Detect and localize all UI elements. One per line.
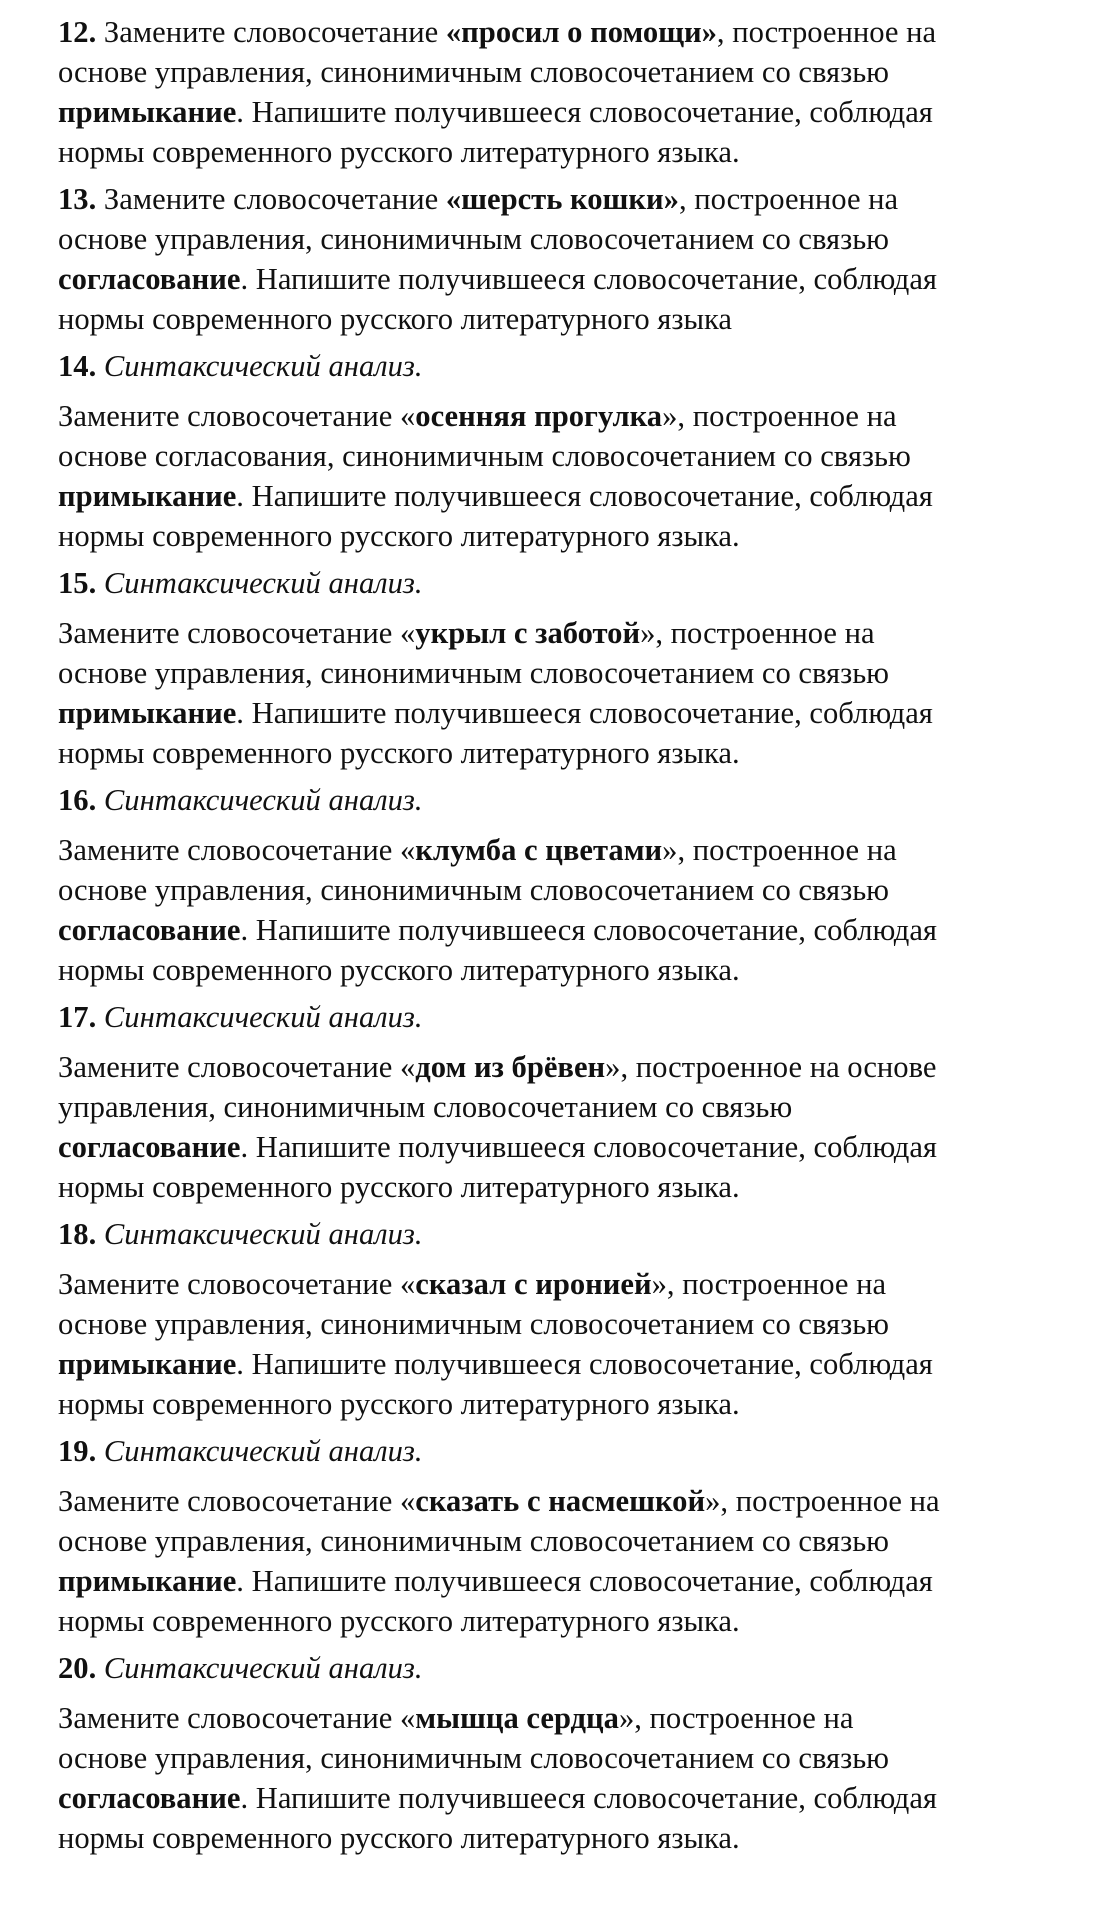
text: основе согласования, синонимичным словосочетанием со связью (58, 439, 911, 473)
text: основе управления, синонимичным словосочетанием со связью (58, 1524, 890, 1558)
text: », построенное на (618, 1701, 854, 1735)
document-page (58, 12, 1078, 1865)
task-16 (58, 780, 1078, 990)
task-text-line (58, 396, 1078, 436)
text: . Напишите получившееся словосочетание, соблюдая (240, 913, 937, 947)
bold-text: примыкание (58, 1347, 237, 1381)
text: . Напишите получившееся словосочетание, соблюдая (236, 95, 933, 129)
text: нормы современного русского литературного языка. (58, 1604, 740, 1638)
task-number: 16. (58, 783, 97, 817)
task-title: Синтаксический анализ. (103, 349, 423, 383)
text: Замените словосочетание « (58, 1701, 416, 1735)
text: », построенное на (705, 1484, 940, 1518)
bold-text: «просил о помощи» (445, 15, 717, 49)
task-text-line (58, 1738, 1078, 1778)
task-text-line (58, 179, 1078, 219)
bold-text: 12. (58, 15, 97, 49)
text: нормы современного русского литературного языка. (58, 736, 740, 770)
bold-text: осенняя прогулка (415, 399, 663, 433)
text: управления, синонимичным словосочетанием со связью (58, 1090, 793, 1124)
task-text-line (58, 476, 1078, 516)
task-number: 18. (58, 1217, 97, 1251)
text: основе управления, синонимичным словосочетанием со связью (58, 873, 890, 907)
task-text-line (58, 132, 1078, 172)
bold-text: примыкание (58, 479, 237, 513)
text: . Напишите получившееся словосочетание, соблюдая (236, 1347, 933, 1381)
text: », построенное на (651, 1267, 887, 1301)
text: основе управления, синонимичным словосочетанием со связью (58, 55, 890, 89)
text: . Напишите получившееся словосочетание, соблюдая (240, 262, 937, 296)
text: », построенное на основе (605, 1050, 937, 1084)
text: Замените словосочетание « (58, 1267, 416, 1301)
task-text-line (58, 613, 1078, 653)
task-list (58, 12, 1078, 1858)
task-text-line (58, 1264, 1078, 1304)
bold-text: примыкание (58, 1564, 237, 1598)
task-text-line (58, 259, 1078, 299)
text: . Напишите получившееся словосочетание, соблюдая (240, 1130, 937, 1164)
task-text-line (58, 516, 1078, 556)
task-text-line (58, 1778, 1078, 1818)
task-text-line (58, 1047, 1078, 1087)
task-text-line (58, 1087, 1078, 1127)
bold-text: примыкание (58, 95, 237, 129)
task-text-line (58, 1521, 1078, 1561)
task-text-line (58, 92, 1078, 132)
text: основе управления, синонимичным словосочетанием со связью (58, 1307, 890, 1341)
task-heading (58, 1648, 1078, 1688)
task-text-line (58, 870, 1078, 910)
task-text-line (58, 1127, 1078, 1167)
text: , построенное на (678, 182, 899, 216)
task-17 (58, 997, 1078, 1207)
text: . Напишите получившееся словосочетание, соблюдая (236, 696, 933, 730)
bold-text: согласование (58, 1130, 241, 1164)
bold-text: согласование (58, 913, 241, 947)
task-title: Синтаксический анализ. (103, 1651, 423, 1685)
bold-text: сказал с иронией (415, 1267, 652, 1301)
text: . Напишите получившееся словосочетание, соблюдая (240, 1781, 937, 1815)
task-12 (58, 12, 1078, 172)
task-text-line (58, 1601, 1078, 1641)
task-text-line (58, 219, 1078, 259)
bold-text: мышца сердца (415, 1701, 619, 1735)
text: Замените словосочетание « (58, 616, 416, 650)
task-19 (58, 1431, 1078, 1641)
task-14 (58, 346, 1078, 556)
task-number: 15. (58, 566, 97, 600)
task-13 (58, 179, 1078, 339)
bold-text: «шерсть кошки» (445, 182, 679, 216)
task-text-line (58, 1818, 1078, 1858)
text: . Напишите получившееся словосочетание, соблюдая (236, 1564, 933, 1598)
task-text-line (58, 830, 1078, 870)
bold-text: дом из брёвен (415, 1050, 606, 1084)
text: нормы современного русского литературного языка. (58, 519, 740, 553)
task-text-line (58, 299, 1078, 339)
text: основе управления, синонимичным словосочетанием со связью (58, 222, 890, 256)
text: Замените словосочетание « (58, 1484, 416, 1518)
text: », построенное на (662, 399, 897, 433)
task-text-line (58, 1167, 1078, 1207)
text: », построенное на (662, 833, 897, 867)
task-text-line (58, 733, 1078, 773)
text: нормы современного русского литературного языка (58, 302, 732, 336)
text: нормы современного русского литературного языка. (58, 135, 740, 169)
task-number: 19. (58, 1434, 97, 1468)
task-title: Синтаксический анализ. (103, 1217, 423, 1251)
text: Замените словосочетание « (58, 1050, 416, 1084)
bold-text: 13. (58, 182, 97, 216)
task-text-line (58, 436, 1078, 476)
task-title: Синтаксический анализ. (103, 1000, 423, 1034)
bold-text: согласование (58, 262, 241, 296)
task-text-line (58, 12, 1078, 52)
text: основе управления, синонимичным словосочетанием со связью (58, 656, 890, 690)
task-text-line (58, 1481, 1078, 1521)
text: нормы современного русского литературного языка. (58, 1821, 740, 1855)
task-text-line (58, 693, 1078, 733)
task-20 (58, 1648, 1078, 1858)
text: нормы современного русского литературного языка. (58, 1170, 740, 1204)
task-text-line (58, 1698, 1078, 1738)
task-text-line (58, 1344, 1078, 1384)
task-heading (58, 780, 1078, 820)
task-heading (58, 997, 1078, 1037)
bold-text: укрыл с заботой (415, 616, 641, 650)
task-18 (58, 1214, 1078, 1424)
task-text-line (58, 1304, 1078, 1344)
bold-text: клумба с цветами (415, 833, 663, 867)
bold-text: примыкание (58, 696, 237, 730)
text: основе управления, синонимичным словосочетанием со связью (58, 1741, 890, 1775)
task-title: Синтаксический анализ. (103, 1434, 423, 1468)
task-heading (58, 346, 1078, 386)
task-text-line (58, 950, 1078, 990)
task-heading (58, 563, 1078, 603)
text: Замените словосочетание « (58, 399, 416, 433)
text: нормы современного русского литературного языка. (58, 953, 740, 987)
text: , построенное на (716, 15, 937, 49)
text: », построенное на (640, 616, 875, 650)
text: нормы современного русского литературного языка. (58, 1387, 740, 1421)
task-number: 20. (58, 1651, 97, 1685)
text: Замените словосочетание (96, 15, 446, 49)
task-number: 17. (58, 1000, 97, 1034)
bold-text: согласование (58, 1781, 241, 1815)
text: Замените словосочетание « (58, 833, 416, 867)
task-text-line (58, 653, 1078, 693)
task-title: Синтаксический анализ. (103, 566, 423, 600)
text: . Напишите получившееся словосочетание, соблюдая (236, 479, 933, 513)
bold-text: сказать с насмешкой (415, 1484, 706, 1518)
task-15 (58, 563, 1078, 773)
text: Замените словосочетание (96, 182, 446, 216)
task-heading (58, 1214, 1078, 1254)
task-text-line (58, 1384, 1078, 1424)
task-text-line (58, 1561, 1078, 1601)
task-heading (58, 1431, 1078, 1471)
task-number: 14. (58, 349, 97, 383)
task-text-line (58, 52, 1078, 92)
task-text-line (58, 910, 1078, 950)
task-title: Синтаксический анализ. (103, 783, 423, 817)
